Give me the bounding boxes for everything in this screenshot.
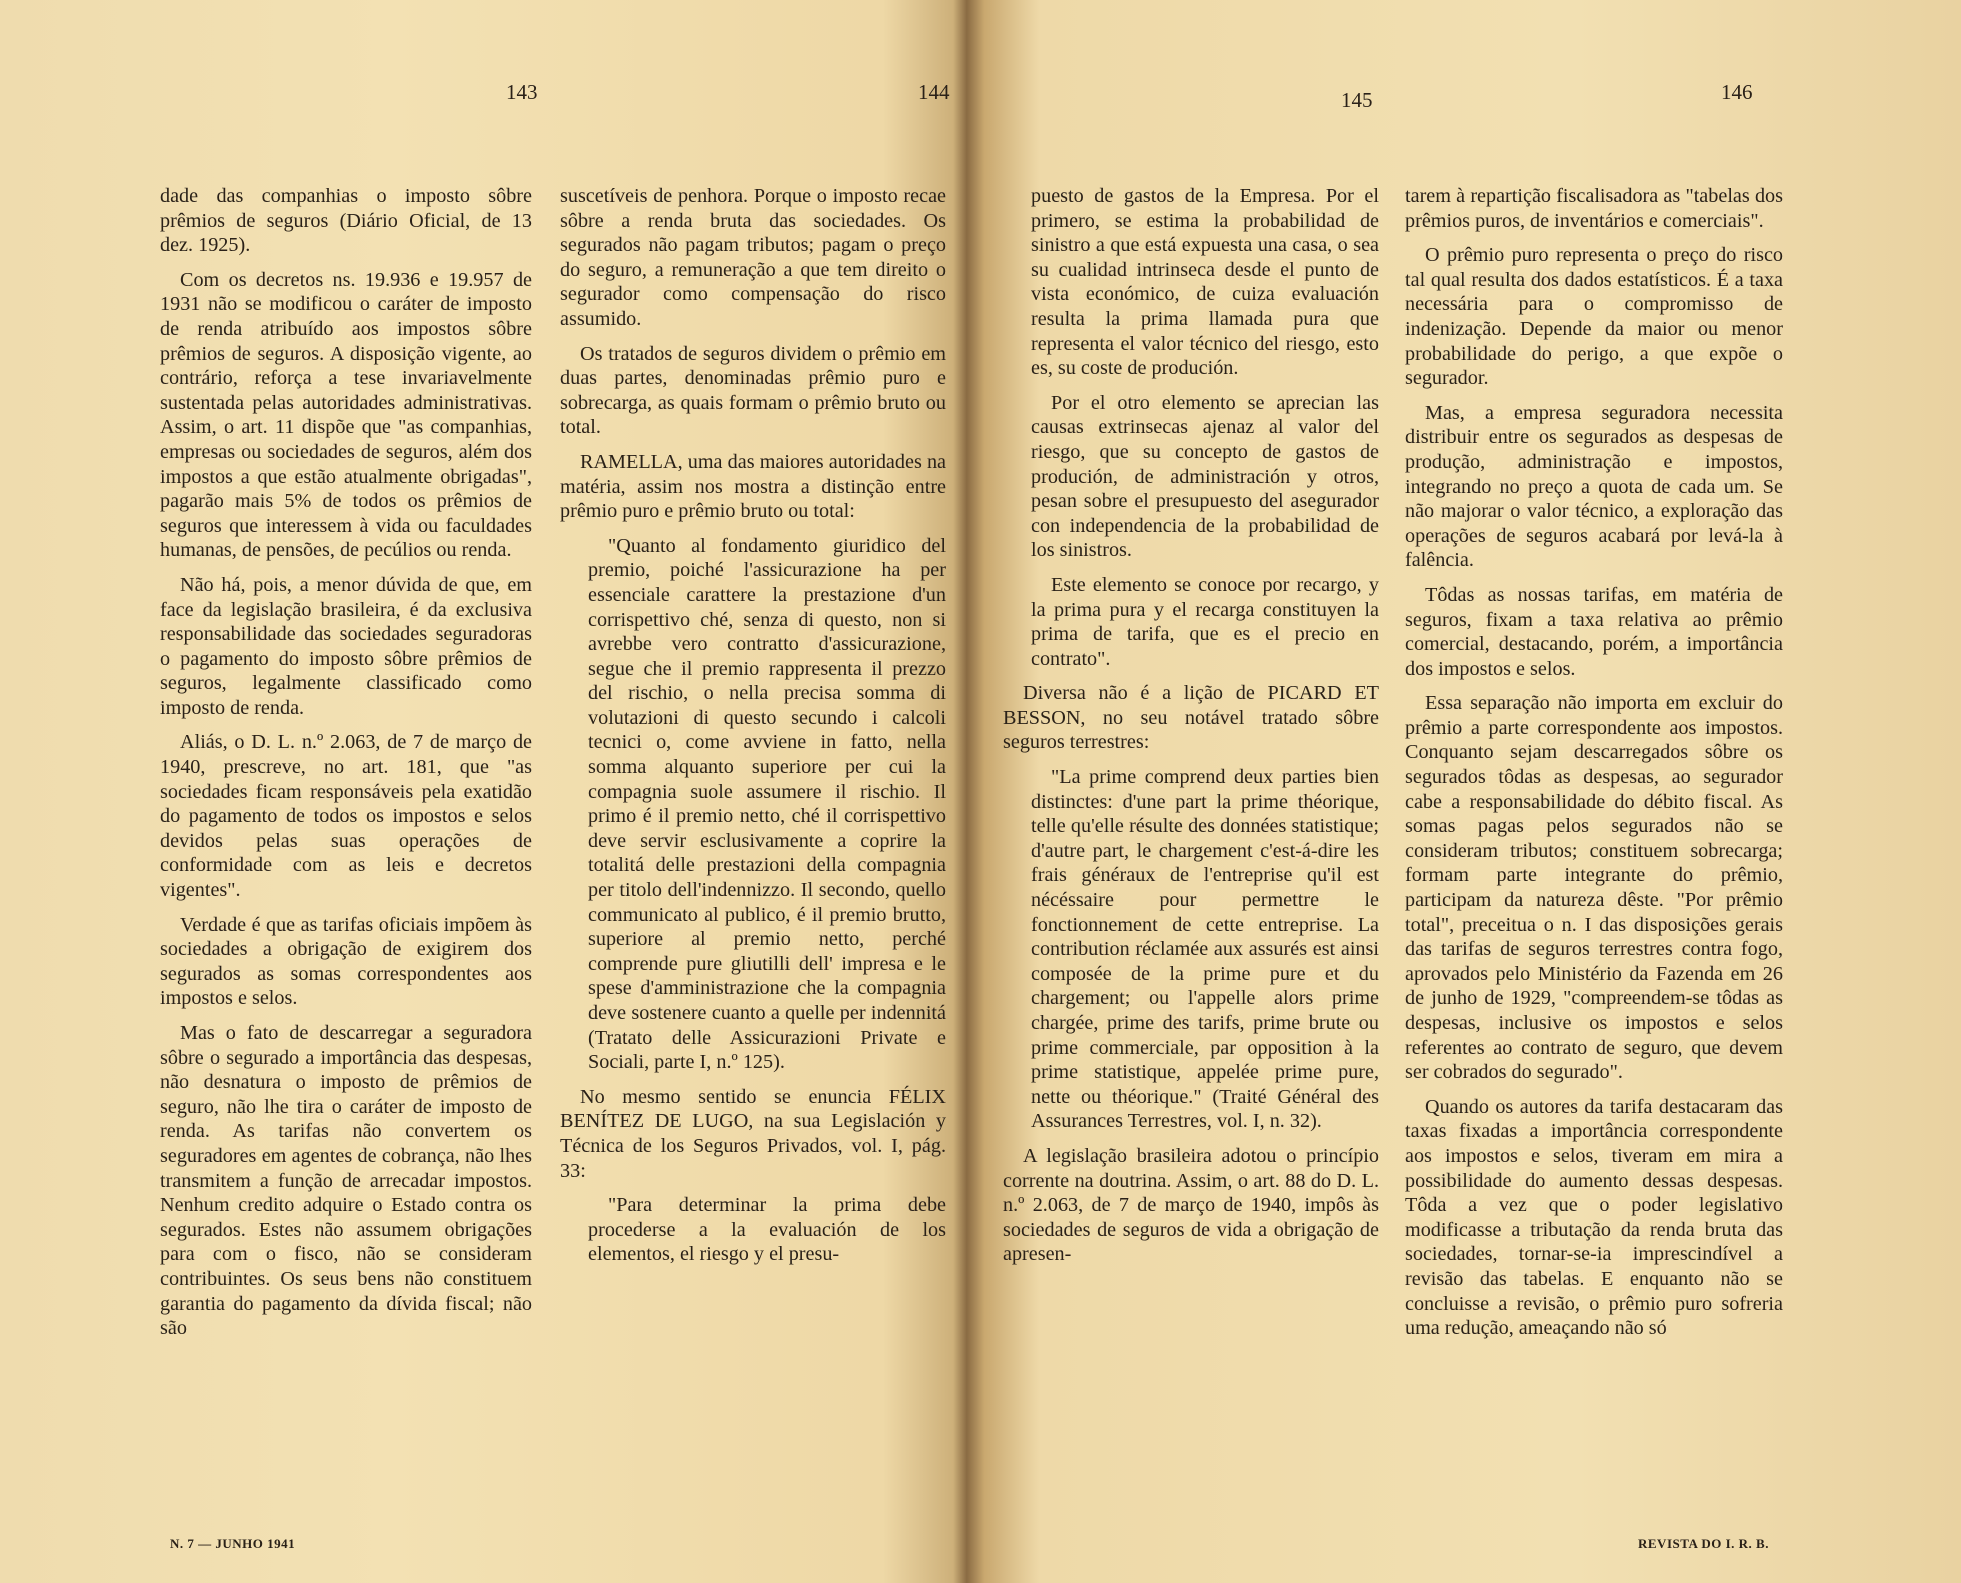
page-number: 145 (1341, 88, 1373, 112)
quotation: "La prime comprend deux parties bien distinctes: d'une part la prime théorique, telle qu'elle résulte des données statistique; d'autre part, le chargement c'est-á-dire les frais généraux de l'entreprise qu'il est nécéssaire pour permettre le fonctionnement de cette entreprise. La contribution réclamée aux assurés est ainsi composée de la prime pure et du chargement; ou l'appelle alors prime chargée, prime des tarifs, prime brute ou prime commerciale, par opposition à la prime statistique, appelée prime pure, nette ou théorique." (Traité Général des Assurances Terrestres, vol. I, n. 32). (1031, 766, 1379, 1133)
left-page (0, 0, 968, 1583)
paragraph: Quando os autores da tarifa destacaram das taxas fixadas a importância correspondente aos impostos e selos, tiveram em mira a possibilidade do aumento dessas despesas. Tôda a vez que o poder legislativo modificasse a tributação da renda bruta das sociedades, tornar-se-ia imprescindível a revisão das tabelas. E enquanto não se concluisse a revisão, o prêmio puro sofreria uma redução, ameaçando não só (1405, 1095, 1783, 1340)
paragraph: Com os decretos ns. 19.936 e 19.957 de 1931 não se modificou o caráter de imposto de renda atribuído aos impostos sôbre prêmios de seguros. A disposição vigente, ao contrário, reforça a tese invariavelmente sustentada pelas autoridades administrativas. Assim, o art. 11 dispõe que "as companhias, empresas ou sociedades de seguros, além dos impostos a que estão atualmente obrigadas", pagarão mais 5% de todos os prêmios de seguros que interessem à vida ou faculdades humanas, de pensões, de pecúlios ou renda. (160, 268, 532, 562)
paragraph: Mas o fato de descarregar a seguradora sôbre o segurado a importância das despesas, não desnatura o imposto de prêmios de seguro, não lhe tira o caráter de imposto de renda. As tarifas não convertem os seguradores em agentes de cobrança, não lhes transmitem a função de arrecadar impostos. Nenhum credito adquire o Estado contra os segurados. Estes não assumem obrigações para com o fisco, não se consideram contribuintes. Os seus bens não constituem garantia do pagamento da dívida fiscal; não são (160, 1022, 532, 1340)
paragraph: Aliás, o D. L. n.º 2.063, de 7 de março de 1940, prescreve, no art. 181, que "as sociedades ficam responsáveis pela exatidão do pagamento de todos os impostos e selos devidos pelas suas operações de conformidade com as leis e decretos vigentes". (160, 731, 532, 902)
column-144 (560, 184, 946, 1277)
quotation: Este elemento se conoce por recargo, y la prima pura y el recarga constituyen la prima de tarifa, que es el precio en contrato". (1031, 573, 1379, 670)
paragraph: Não há, pois, a menor dúvida de que, em face da legislação brasileira, é da exclusiva responsabilidade das sociedades seguradoras o pagamento do imposto sôbre prêmios de seguros, legalmente classificado como imposto de renda. (160, 573, 532, 719)
page-number: 144 (918, 80, 950, 104)
right-page (993, 0, 1961, 1583)
quotation: Por el otro elemento se aprecian las causas extrinsecas ajenaz al valor del riesgo, que su concepto de gastos de produción, de administración y otros, pesan sobre el presupuesto del asegurador con independencia de la probabilidad de los sinistros. (1031, 391, 1379, 562)
column-143 (160, 184, 532, 1351)
page-number: 146 (1721, 80, 1753, 104)
paragraph: dade das companhias o imposto sôbre prêmios de seguros (Diário Oficial, de 13 dez. 1925). (160, 185, 532, 257)
column-145 (1003, 184, 1379, 1277)
footer-publication: REVISTA DO I. R. B. (1638, 1536, 1769, 1551)
paragraph: A legislação brasileira adotou o princípio corrente na doutrina. Assim, o art. 88 do D. L. n.º 2.063, de 7 de março de 1940, impôs às sociedades de seguros de vida a obrigação de apresen- (1003, 1144, 1379, 1266)
paragraph: suscetíveis de penhora. Porque o imposto recae sôbre a renda bruta das sociedades. Os segurados não pagam tributos; pagam o preço do seguro, a remuneração a que tem direito o segurador como compensação do risco assumido. (560, 185, 946, 330)
quotation: "Para determinar la prima debe procederse a la evaluación de los elementos, el riesgo y el presu- (588, 1194, 946, 1266)
paragraph: No mesmo sentido se enuncia FÉLIX BENÍTEZ DE LUGO, na sua Legislación y Técnica de los Seguros Privados, vol. I, pág. 33: (560, 1085, 946, 1182)
paragraph: tarem à repartição fiscalisadora as "tabelas dos prêmios puros, de inventários e comerciais". (1405, 185, 1783, 232)
paragraph: Verdade é que as tarifas oficiais impõem às sociedades a obrigação de exigirem dos segurados as somas correspondentes aos impostos e selos. (160, 913, 532, 1010)
paragraph: Os tratados de seguros dividem o prêmio em duas partes, denominadas prêmio puro e sobrecarga, as quais formam o prêmio bruto ou total. (560, 342, 946, 439)
quotation: puesto de gastos de la Empresa. Por el primero, se estima la probabilidad de sinistro a que está expuesta una casa, o sea su cualidad intrinseca desde el punto de vista económico, de cuiza evaluación resulta la prima llamada pura que representa el valor técnico del riesgo, esto es, su coste de produción. (1031, 185, 1379, 380)
paragraph: Mas, a empresa seguradora necessita distribuir entre os segurados as despesas de produção, administração e impostos, integrando no preço a quota de cada um. Se não majorar o valor técnico, a exploração das operações de seguros acabará por levá-la à falência. (1405, 401, 1783, 572)
paragraph: RAMELLA, uma das maiores autoridades na matéria, assim nos mostra a distinção entre prêmio puro e prêmio bruto ou total: (560, 450, 946, 523)
paragraph: Tôdas as nossas tarifas, em matéria de seguros, fixam a taxa relativa ao prêmio comercial, destacando, porém, a importância dos impostos e selos. (1405, 583, 1783, 680)
paragraph: O prêmio puro representa o preço do risco tal qual resulta dos dados estatísticos. É a taxa necessária para o compromisso de indenização. Depende da maior ou menor probabilidade do perigo, a que expõe o segurador. (1405, 244, 1783, 390)
paragraph: Diversa não é a lição de PICARD ET BESSON, no seu notável tratado sôbre seguros terrestres: (1003, 682, 1379, 754)
paragraph: Essa separação não importa em excluir do prêmio a parte correspondente aos impostos. Conquanto sejam descarregados sôbre os segurados tôdas as despesas, ao segurador cabe a responsabilidade do débito fiscal. As somas pagas pelos segurados não se consideram tributos; constituem sobrecarga; formam parte integrante do prêmio, participam da natureza dêste. "Por prêmio total", preceitua o n. I das disposições gerais das tarifas de seguros terrestres contra fogo, aprovados pelo Ministério da Fazenda em 26 de junho de 1929, "compreendem-se tôdas as despesas, inclusive os impostos e selos referentes ao contrato de seguro, que devem ser cobrados do segurado". (1405, 692, 1783, 1084)
quotation: "Quanto al fondamento giuridico del premio, poiché l'assicurazione ha per essenciale carattere la prestazione d'un corrispettivo ché, senza di questo, non si avrebbe vero contratto d'assicurazione, segue che il premio rappresenta il prezzo del rischio, o nella precisa somma di volutazioni di questo secundo i calcoli tecnici o, come avviene in fatto, nella somma alquanto superiore per cui la compagnia suole assumere il rischio. Il primo é il premio netto, ché il corrispettivo deve servir esclusivamente a coprire la totalitá delle prestazioni della compagnia per titolo dell'indennizzo. Il secondo, quello communicato al publico, é il premio brutto, superiore al premio netto, perché comprende pure gliutilli dell' impresa e le spese d'amministrazione che la compagnia deve sostenere cuanto a quelle per indennitá (Tratato delle Assicurazioni Private e Sociali, parte I, n.º 125). (588, 534, 946, 1074)
footer-issue: N. 7 — JUNHO 1941 (170, 1536, 296, 1551)
column-146 (1405, 184, 1783, 1351)
page-number: 143 (506, 80, 538, 104)
